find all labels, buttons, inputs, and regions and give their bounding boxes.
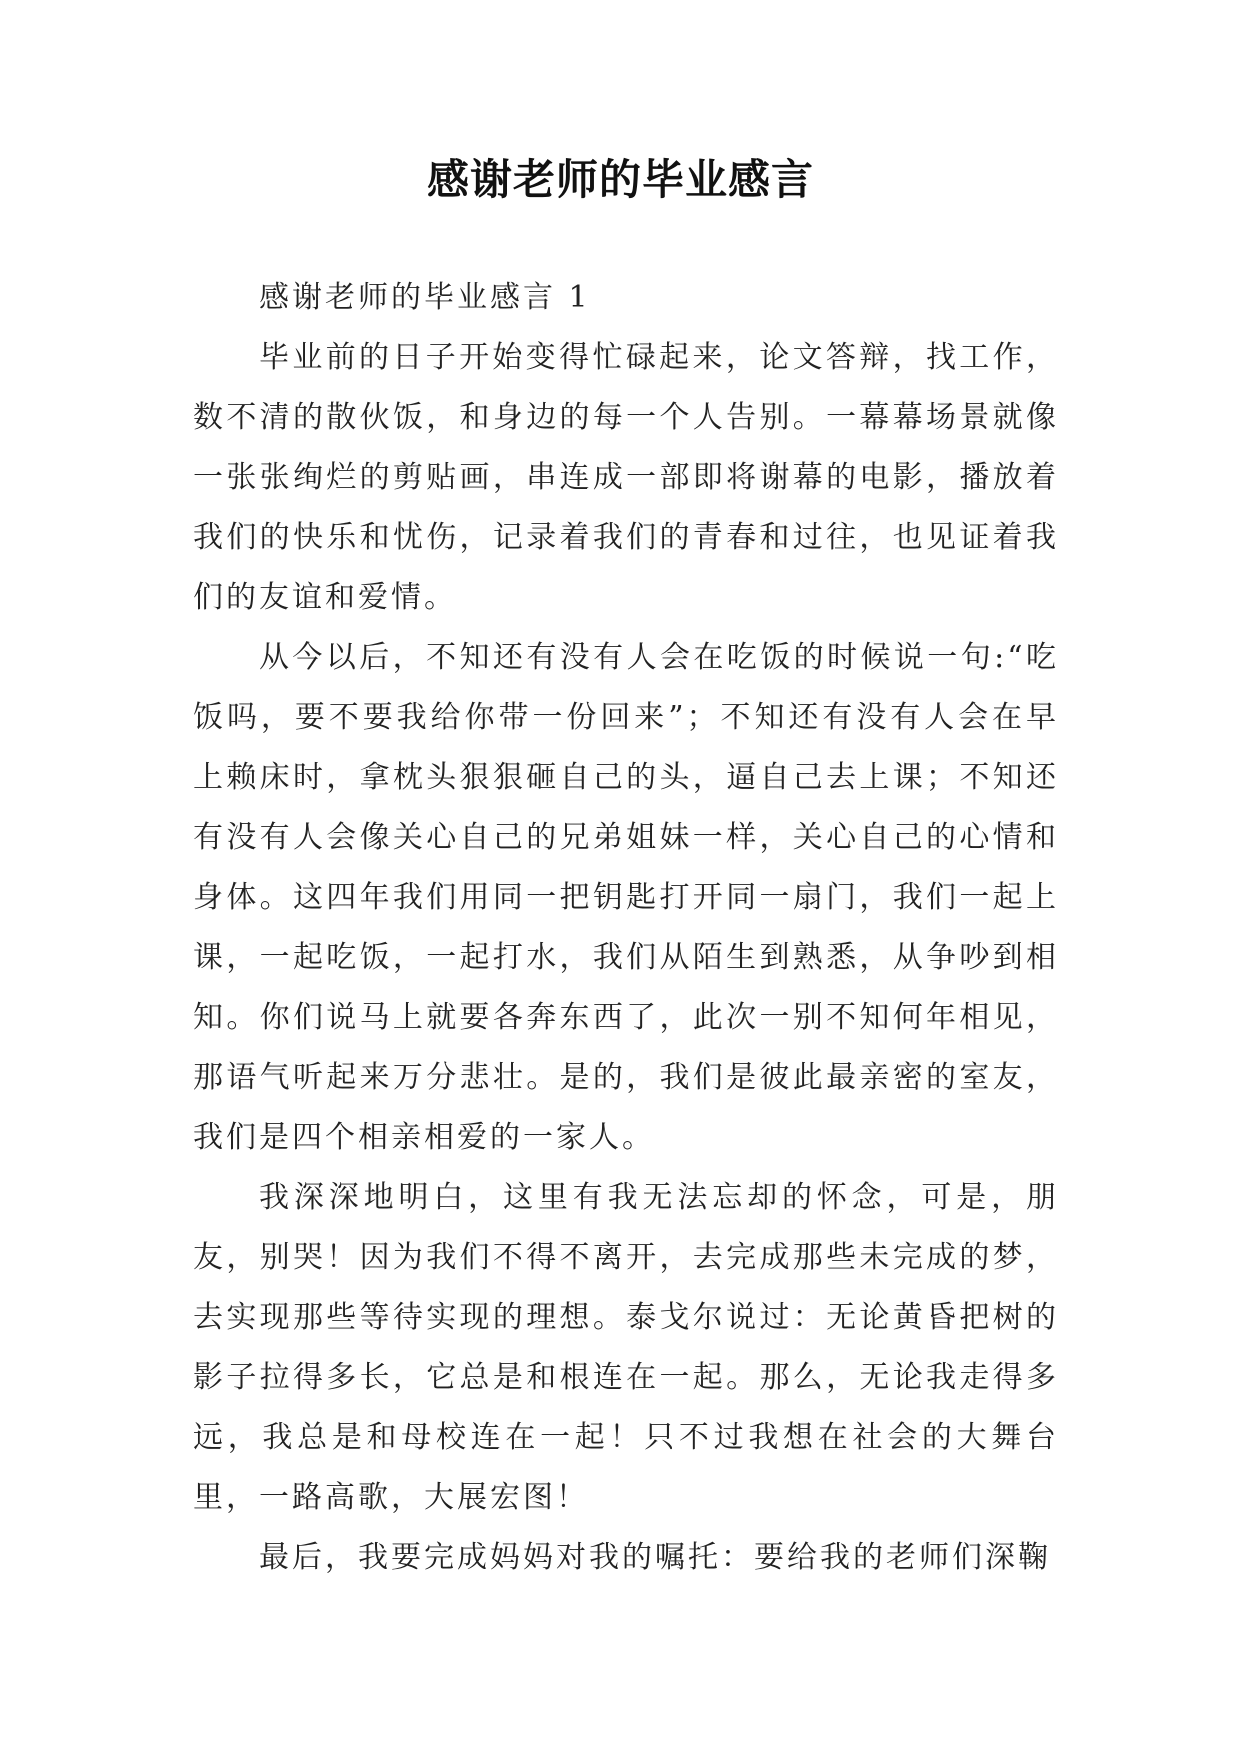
paragraph: 毕业前的日子开始变得忙碌起来，论文答辩，找工作，数不清的散伙饭，和身边的每一个人告别。一幕幕场景就像一张张绚烂的剪贴画，串连成一部即将谢幕的电影，播放着我们的快乐和忧伤，记录着我们的青春和过往，也见证着我们的友谊和爱情。 — [193, 340, 1059, 615]
document-title: 感谢老师的毕业感言 — [426, 155, 814, 204]
paragraph: 最后，我要完成妈妈对我的嘱托：要给我的老师们深鞠 — [259, 1540, 1051, 1575]
section-heading: 感谢老师的毕业感言 1 — [259, 280, 591, 315]
document-body — [193, 268, 1059, 1588]
paragraph: 我深深地明白，这里有我无法忘却的怀念，可是，朋友，别哭！因为我们不得不离开，去完成那些未完成的梦，去实现那些等待实现的理想。泰戈尔说过：无论黄昏把树的影子拉得多长，它总是和根连在一起。那么，无论我走得多远，我总是和母校连在一起！只不过我想在社会的大舞台里，一路高歌，大展宏图！ — [193, 1180, 1059, 1515]
paragraph: 从今以后，不知还有没有人会在吃饭的时候说一句:“吃饭吗，要不要我给你带一份回来”；不知还有没有人会在早上赖床时，拿枕头狠狠砸自己的头，逼自己去上课；不知还有没有人会像关心自己的兄弟姐妹一样，关心自己的心情和身体。这四年我们用同一把钥匙打开同一扇门，我们一起上课，一起吃饭，一起打水，我们从陌生到熟悉，从争吵到相知。你们说马上就要各奔东西了，此次一别不知何年相见，那语气听起来万分悲壮。是的，我们是彼此最亲密的室友，我们是四个相亲相爱的一家人。 — [193, 640, 1059, 1155]
